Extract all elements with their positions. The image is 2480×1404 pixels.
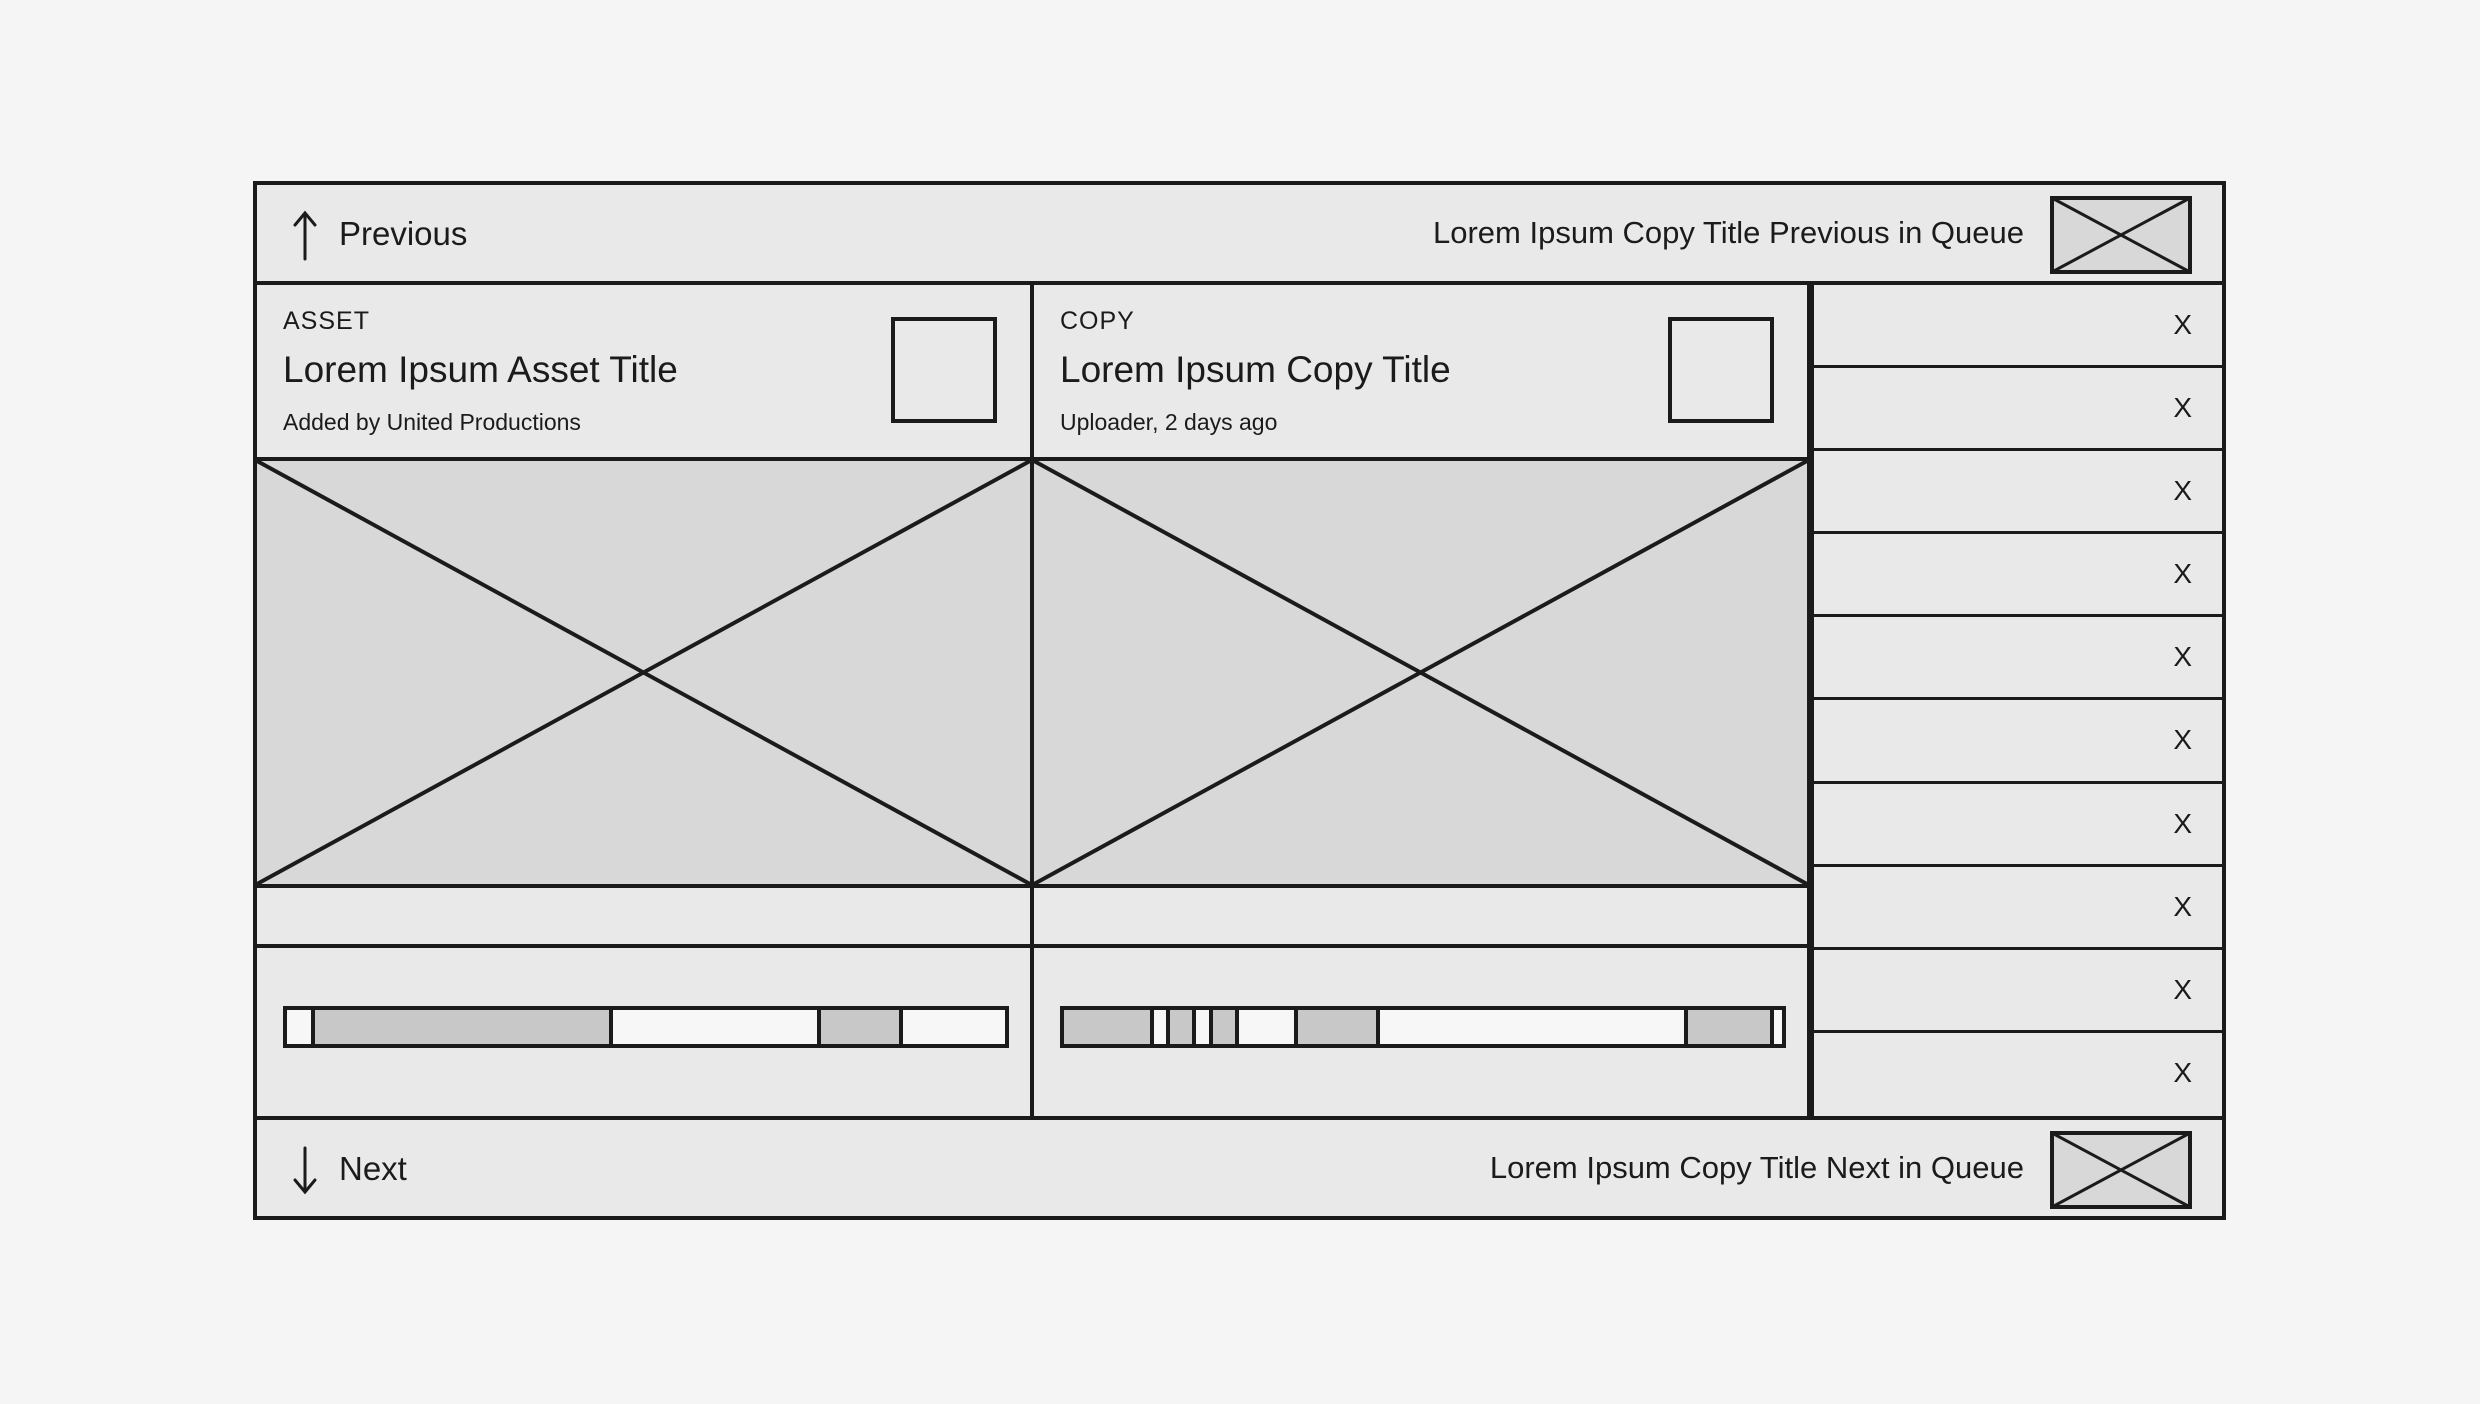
timeline-segment[interactable]	[311, 1010, 613, 1044]
review-frame	[253, 181, 2226, 1220]
queue-row[interactable]	[1814, 451, 2222, 534]
arrow-down-icon	[285, 1142, 325, 1198]
arrow-up-icon	[285, 207, 325, 263]
queue-row[interactable]	[1814, 534, 2222, 617]
queue-row[interactable]	[1814, 285, 2222, 368]
copy-caption-strip	[1032, 884, 1811, 948]
asset-header	[253, 281, 1032, 461]
copy-timeline-panel	[1032, 944, 1811, 1120]
image-placeholder-icon	[257, 461, 1030, 884]
asset-title: Lorem Ipsum Asset Title	[283, 349, 678, 390]
remove-button[interactable]: X	[2173, 475, 2192, 507]
asset-timeline-track[interactable]	[283, 1006, 1009, 1048]
copy-column	[1032, 281, 1811, 1120]
queue-row[interactable]	[1814, 950, 2222, 1033]
copy-header	[1032, 281, 1811, 461]
timeline-segment[interactable]	[1166, 1010, 1196, 1044]
next-thumbnail-placeholder	[2050, 1131, 2192, 1209]
timeline-segment[interactable]	[1294, 1010, 1380, 1044]
remove-button[interactable]: X	[2173, 641, 2192, 673]
queue-row[interactable]	[1814, 368, 2222, 451]
next-queue-title: Lorem Ipsum Copy Title Next in Queue	[1489, 1150, 2024, 1185]
previous-thumbnail-placeholder	[2050, 196, 2192, 274]
copy-timeline-track[interactable]	[1060, 1006, 1786, 1048]
queue-sidebar	[1810, 281, 2226, 1120]
asset-column	[253, 281, 1032, 1120]
remove-button[interactable]: X	[2173, 392, 2192, 424]
asset-timeline-panel	[253, 944, 1032, 1120]
copy-kind-label: COPY	[1060, 307, 1135, 335]
asset-kind-label: ASSET	[283, 307, 370, 335]
previous-queue-title: Lorem Ipsum Copy Title Previous in Queue	[1433, 215, 2024, 250]
image-placeholder-icon	[1034, 461, 1807, 884]
previous-bar[interactable]	[253, 181, 2226, 285]
timeline-segment[interactable]	[1684, 1010, 1774, 1044]
queue-row[interactable]	[1814, 784, 2222, 867]
timeline-segment[interactable]	[1209, 1010, 1239, 1044]
remove-button[interactable]: X	[2173, 973, 2192, 1005]
timeline-segment[interactable]	[1064, 1010, 1154, 1044]
previous-label: Previous	[339, 215, 468, 252]
queue-row[interactable]	[1814, 617, 2222, 700]
copy-subtitle: Uploader, 2 days ago	[1060, 409, 1278, 435]
remove-button[interactable]: X	[2173, 1056, 2192, 1088]
asset-preview-placeholder	[253, 457, 1032, 888]
next-label: Next	[339, 1150, 407, 1187]
copy-preview-placeholder	[1032, 457, 1811, 888]
asset-subtitle: Added by United Productions	[283, 409, 581, 435]
queue-row[interactable]	[1814, 700, 2222, 783]
queue-row[interactable]	[1814, 867, 2222, 950]
remove-button[interactable]: X	[2173, 890, 2192, 922]
copy-select-checkbox[interactable]	[1668, 317, 1774, 423]
asset-caption-strip	[253, 884, 1032, 948]
remove-button[interactable]: X	[2173, 724, 2192, 756]
asset-select-checkbox[interactable]	[891, 317, 997, 423]
copy-title: Lorem Ipsum Copy Title	[1060, 349, 1451, 390]
remove-button[interactable]: X	[2173, 558, 2192, 590]
timeline-segment[interactable]	[817, 1010, 903, 1044]
remove-button[interactable]: X	[2173, 309, 2192, 340]
remove-button[interactable]: X	[2173, 807, 2192, 839]
next-bar[interactable]	[253, 1116, 2226, 1220]
queue-row[interactable]	[1814, 1033, 2222, 1116]
